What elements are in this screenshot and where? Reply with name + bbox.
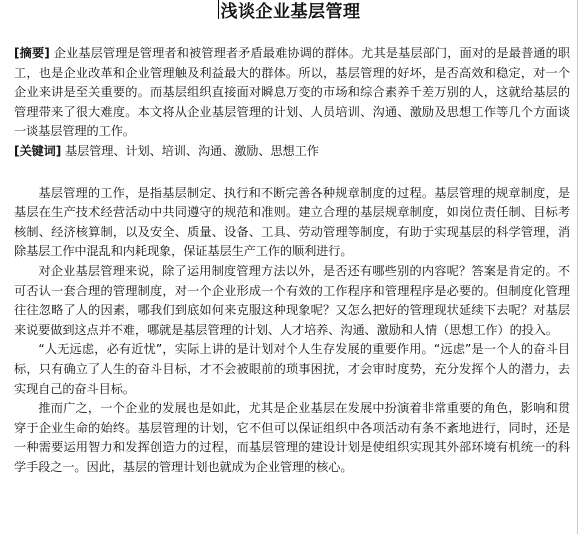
body-paragraph-3: “人无远虑，必有近忧”，实际上讲的是计划对个人生存发展的重要作用。“远虑”是一个人的奋斗目标，只有确立了人生的奋斗目标，才不会被眼前的琐事困扰，才会审时度势，充分发挥个人的潜力，去实现自己的奋斗目标。 [14,342,570,396]
document-title: 浅谈企业基层管理 [220,2,361,22]
abstract-text: 企业基层管理是管理者和被管理者矛盾最难协调的群体。尤其是基层部门，面对的是最普通的职工，也是企业改革和企业管理触及利益最大的群体。所以，基层管理的好坏，是否高效和稳定，对一个企业来讲是至关重要的。而基层组织直接面对瞬息万变的市场和综合素养千差万别的人，这就给基层的管理带来了很大难度。本文将从企业基层管理的计划、人员培训、沟通、激励及思想工作等几个方面谈一谈基层管理的工作。 [14,46,570,139]
body-paragraph-4: 推而广之，一个企业的发展也是如此，尤其是企业基层在发展中扮演着非常重要的角色，影响和贯穿于企业生命的始终。基层管理的计划，它不但可以保证组织中各项活动有条不紊地进行，同时，还是一种需要运用智力和发挥创造力的过程，而基层管理的建设计划是使组织实现其外部环境有机统一的科学手段之一。因此，基层的管理计划也就成为企业管理的核心。 [14,401,570,474]
document-body [14,44,570,477]
keywords-text: 基层管理、计划、培训、沟通、激励、思想工作 [64,143,319,158]
body-paragraph-1: 基层管理的工作，是指基层制定、执行和不断完善各种规章制度的过程。基层管理的规章制度，是基层在生产技术经营活动中共同遵守的规范和准则。建立合理的基层规章制度，如岗位责任制、目标考核制、经济核算制，以及安全、质量、设备、工具、劳动管理等制度，有助于实现基层的科学管理，消除基层工作中混乱和内耗现象，保证基层生产工作的顺利进行。 [14,185,570,259]
abstract-tag: [摘要] [14,46,50,60]
title-row [0,0,578,26]
keywords-tag: [关键词] [14,143,62,158]
body-paragraph-2: 对企业基层管理来说，除了运用制度管理方法以外，是否还有哪些别的内容呢？答案是肯定的。不可否认一套合理的管理制度，对一个企业形成一个有效的工作程序和管理程序是必要的。但制度化管理往往忽略了人的因素，哪我们到底如何来克服这种现象呢？又怎么把好的管理现状延续下去呢？对基层来说要做到这点并不难，哪就是基层管理的计划、人才培养、沟通、激励和人情（思想工作）的投入。 [14,263,570,337]
keywords-paragraph [14,142,570,162]
text-cursor [218,0,219,19]
paragraph-gap [14,162,570,184]
abstract-paragraph [14,44,570,142]
